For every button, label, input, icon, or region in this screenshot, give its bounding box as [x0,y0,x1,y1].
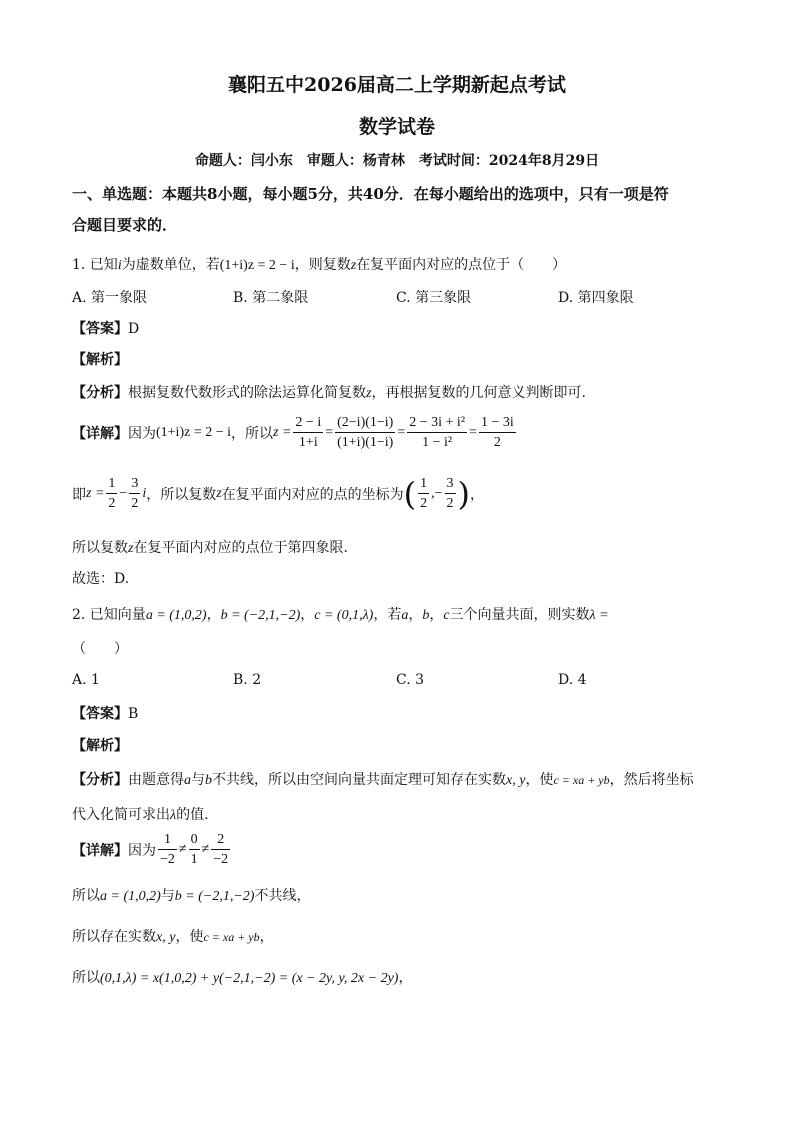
q2-stem-b: ，若 [373,607,402,623]
q2-sep1: ， [206,607,221,623]
q2-b: b [422,608,430,623]
q2-vec-b: b = (−2,1,−2) [220,608,301,623]
q1-option-a[interactable]: A. 第一象限 [72,290,148,306]
q1-conclusion [72,537,348,557]
q1-detail: 【详解】 因为 (1+i)z = 2 − i ，所以 z = $\frac{2 - i}{1+i}$ = $\frac{(2-i)(1-i)}{(1+i)(1-i)}$ = $\frac{\text{2 − 3i + i²}}{\text{1 − i²}}$ = $\frac{1 - 3i}{2}$ [72,415,514,450]
q1-ji-z: z [216,485,222,501]
q2-l3-c: ，使 [175,929,204,945]
q2-ratio-2-den: 1 [190,852,198,867]
q1-frac-2 [335,413,395,452]
q1-choose: 故选：D. [72,571,130,587]
q2-c: c [443,608,450,623]
q1-frac-4-den: 2 [493,435,501,450]
q1-pt-frac-2-den: 2 [446,496,454,511]
q1-ji-c: 在复平面内对应的点的坐标为 [221,486,404,503]
section-heading-line2: 合题目要求的． [72,216,178,234]
q2-l2-vb: b = (−2,1,−2) [174,889,255,904]
q1-frac-4 [479,413,516,452]
q2-fenxi-tag: 【分析】 [72,772,128,788]
q1-stem-a: 1. 已知 [72,257,118,273]
q1-fenxi-b: ，再根据复数的几何意义判断即可. [371,385,586,401]
q2-answer [72,703,138,723]
q2-lambda-eq: λ = [589,608,609,623]
q1-ji-zeq: z = [86,485,105,501]
q2-ratio-3-den: −2 [213,852,229,867]
q1-concl-b: 在复平面内对应的点位于第四象限. [133,540,348,556]
q1-ji-a: 即 [72,486,86,503]
q1-frac-3 [407,413,467,452]
q2-ratio-1-den: −2 [160,852,175,867]
page-title: 襄阳五中2026届高二上学期新起点考试 [228,74,566,96]
q1-frac-4-num: 1 − 3i [479,413,516,433]
q1-stem [72,254,566,274]
q2-ratio-3-num: 2 [211,830,230,850]
q1-pt-frac-1-den: 2 [420,496,428,511]
q2-stem-c: 三个向量共面，则实数 [449,607,590,623]
q1-ji-frac-1 [106,474,117,513]
q2-vec-c: c = (0,1,λ) [314,608,374,623]
q1-concl-a: 所以复数 [72,540,128,556]
q2-detail-tag: 【详解】 [72,842,128,859]
q2-fenxi-lambda: λ [170,808,177,823]
q2-fenxi-xy: x, y [506,773,526,788]
q2-answer-value: B [128,706,139,722]
q1-detail-tag: 【详解】 [72,425,128,442]
q1-pt-frac-1 [418,474,429,513]
q2-option-a[interactable]: A. 1 [72,672,100,688]
q2-ratio-2 [189,830,200,869]
q2-answer-tag: 【答案】 [72,706,128,722]
q2-l4-a: 所以 [72,970,100,986]
q2-fenxi-vec-a: a [184,773,191,788]
q1-frac-1-num: 2 − i [293,413,323,433]
q2-l3-a: 所以存在实数 [72,929,156,945]
q2-ratio-2-num: 0 [189,830,200,850]
q2-ratio-3 [211,830,230,869]
q1-detail-b: ，所以 [231,425,274,442]
q1-ji-i: i [142,485,147,501]
q2-l3-xy: x, y [156,930,176,945]
q1-ji-frac-2 [129,474,140,513]
q2-l2-b: 与 [160,888,175,904]
q1-stem-i: i [117,258,122,273]
q2-l2-a: 所以 [72,888,100,904]
q1-frac-2-num: (2−i)(1−i) [335,413,395,433]
q2-detail-a: 因为 [128,842,156,859]
q1-detail-eq1: (1+i)z = 2 − i [156,424,232,440]
q1-detail-a: 因为 [128,425,156,442]
q1-ji-frac-1-num: 1 [106,474,117,494]
q1-answer-tag: 【答案】 [72,321,128,337]
q1-answer-value: D [128,321,140,337]
q1-concl-z: z [128,541,134,556]
q1-fenxi-a: 根据复数代数形式的除法运算化简复数 [128,385,366,401]
q2-option-d[interactable]: D. 4 [558,672,587,688]
q1-frac-2-den: (1+i)(1−i) [337,435,394,450]
q2-option-b[interactable]: B. 2 [233,672,262,688]
q2-neq-1: ≠ [178,841,187,857]
q2-line-3: 所以存在实数x, y，使c = xa + yb， [72,929,274,945]
q1-ji-b: ，所以复数 [146,486,217,503]
q1-frac-1 [293,413,323,452]
q2-l4-eq: (0,1,λ) = x(1,0,2) + y(−2,1,−2) = (x − 2y, y, 2x − 2y) [100,971,399,986]
q2-stem: 2. 已知向量a = (1,0,2)，b = (−2,1,−2)，c = (0,1,λ)，若a，b，c三个向量共面，则实数λ = [72,607,609,623]
q2-analysis-tag: 【解析】 [72,738,128,754]
q1-stem-c: ，则复数 [294,257,351,273]
q2-sep2: ， [300,607,315,623]
q2-a: a [401,608,409,623]
q2-vec-a: a = (1,0,2) [145,608,207,623]
q1-detail-zeq: z = [273,424,292,440]
q1-fenxi-tag: 【分析】 [72,385,128,401]
q2-l2-va: a = (1,0,2) [100,889,161,904]
q2-fenxi-c: 不共线，所以由空间向量共面定理可知存在实数 [212,772,506,788]
q1-pt-frac-2 [445,474,456,513]
q2-l3-cxayb: c = xa + yb [203,930,260,944]
q1-analysis-tag: 【解析】 [72,352,128,368]
q1-frac-3-den: 1 − i² [422,435,453,450]
q1-stem-b: 为虚数单位，若 [121,257,220,273]
q1-option-c[interactable]: C. 第三象限 [396,290,472,306]
q1-ji-frac-1-den: 2 [108,496,116,511]
exam-meta: 命题人：闫小东 审题人：杨青林 考试时间：2024年8月29日 [194,153,600,169]
q1-ji-frac-2-num: 3 [129,474,140,494]
q2-fenxi-vec-b: b [205,773,212,788]
q2-fenxi-cxayb: c = xa + yb [553,773,610,787]
q1-pt-comma: ,− [431,485,443,501]
q1-fenxi [72,382,586,402]
q2-stem-a: 2. 已知向量 [72,607,146,623]
q2-line-2 [72,885,310,905]
q1-stem-d: 在复平面内对应的点位于（ ） [356,257,567,273]
q2-fenxi-line2-end: 的值. [176,807,209,823]
q1-ji-frac-2-den: 2 [131,496,139,511]
q2-l4-end: ， [398,970,413,986]
q1-ji-end: ， [470,486,485,503]
q2-ratio-1 [158,830,177,869]
q2-ratio-1-num: 1 [158,830,177,850]
q2-fenxi-e: ，然后将坐标 [609,772,694,788]
q1-pt-frac-1-num: 1 [418,474,429,494]
q2-paren: （ ） [72,641,128,657]
q2-option-c[interactable]: C. 3 [396,672,425,688]
q1-ji-line: 即 z = $\frac{1}{2}$ − $\frac{3}{2}$ i ，所以复数 z 在复平面内对应的点的坐标为 ( $\frac{1}{2}$ ,− $\frac{3}{2}$ ) ， [72,474,485,513]
section-heading-line1: 一、单选题：本题共8小题，每小题5分，共40分．在每小题给出的选项中，只有一项是符 [72,185,669,203]
q1-option-d[interactable]: D. 第四象限 [558,290,634,306]
page-subtitle: 数学试卷 [358,116,435,138]
q2-l2-c: 不共线， [254,888,311,904]
q2-fenxi-line2 [72,804,209,824]
q1-fenxi-z: z [366,386,372,401]
q2-neq-2: ≠ [201,841,210,857]
q1-frac-3-num: 2 − 3i + i² [407,413,467,433]
q1-ji-minus: − [119,485,128,501]
q1-pt-frac-2-num: 3 [445,474,456,494]
q1-answer [72,318,139,338]
q1-stem-eq: (1+i)z = 2 − i [219,258,295,273]
q1-option-b[interactable]: B. 第二象限 [233,290,309,306]
q2-fenxi-d: ，使 [525,772,554,788]
q1-frac-1-den: 1+i [298,435,318,450]
q2-fenxi-a: 由题意得 [128,772,184,788]
q2-fenxi [72,769,694,789]
q2-fenxi-line2-a: 代入化简可求出 [72,807,170,823]
q2-detail [72,830,232,869]
q2-fenxi-b: 与 [191,772,205,788]
q2-line-4 [72,967,412,987]
q1-stem-z: z [350,258,357,273]
